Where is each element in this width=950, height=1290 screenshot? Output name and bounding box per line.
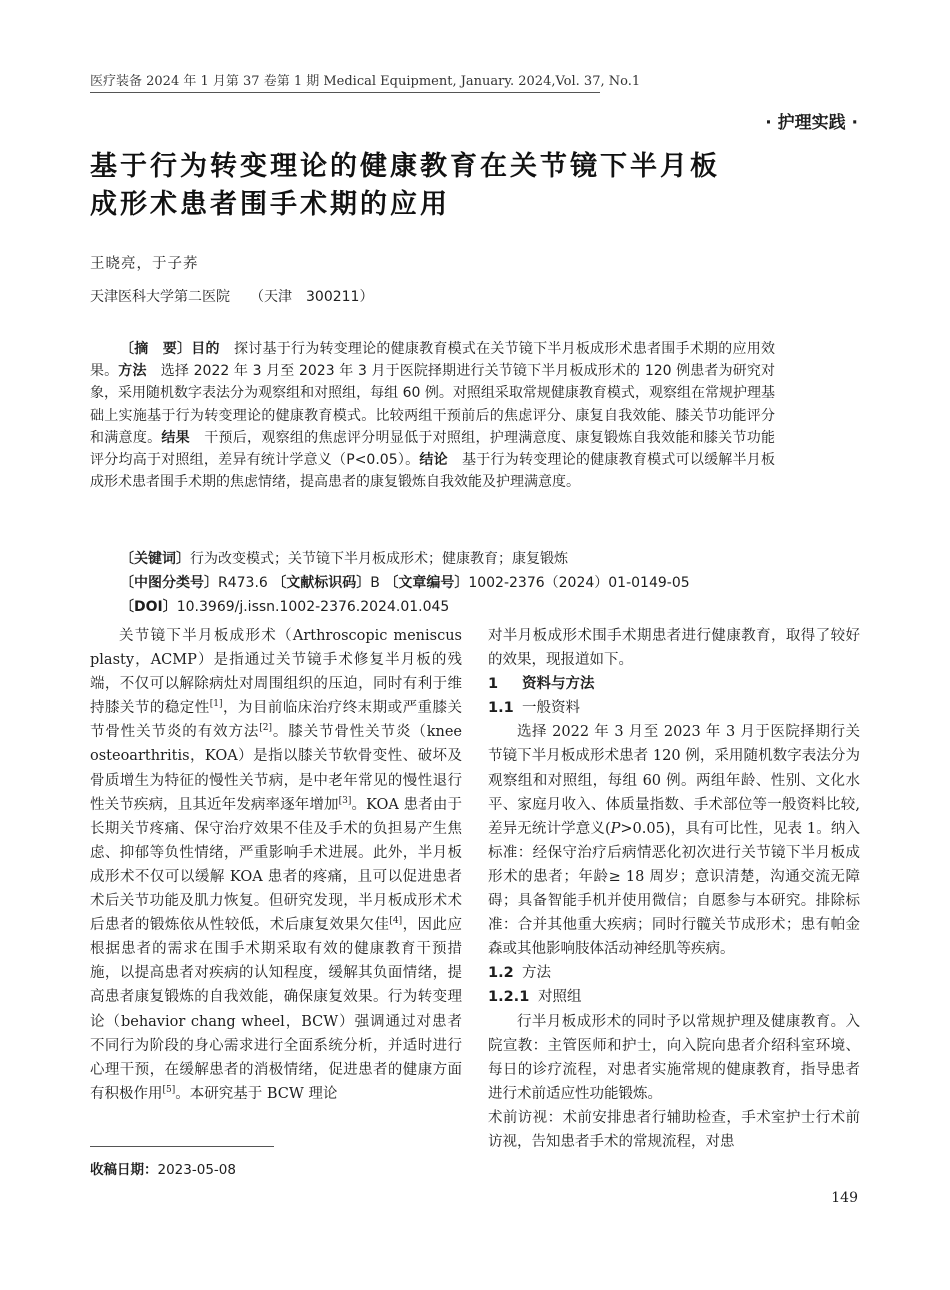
citation-ref-2: [2] — [259, 723, 272, 734]
section-1-2-number: 1.2 — [488, 965, 514, 982]
preop-visit-paragraph: 术前访视：术前安排患者行辅助检查，手术室护士行术前访视，告知患者手术的常规流程，对患 — [488, 1109, 860, 1150]
clc-text: R473.6 — [218, 575, 268, 591]
running-head: 医疗装备 2024 年 1 月第 37 卷第 1 期 Medical Equipment, January. 2024,Vol. 37, No.1 — [90, 74, 641, 89]
control-group-paragraph: 行半月板成形术的同时予以常规护理及健康教育。入院宣教：主管医师和护士，向入院向患者介绍科室环境、每日的诊疗流程，对患者实施常规的健康教育，指导患者进行术前适应性功能锻炼。 — [488, 1013, 860, 1102]
intro-text-c: 。膝关节骨性关节炎（knee osteoarthritis，KOA）是指以膝关节软骨变性、破坏及骨质增生为特征的慢性关节病，是中老年常见的慢性退行性关节疾病，且其近年发病率逐年增加 — [90, 724, 462, 813]
intro-paragraph — [90, 624, 462, 1106]
citation-ref-1: [1] — [209, 699, 223, 710]
intro-text-f: 。本研究基于 BCW 理论 — [175, 1085, 338, 1102]
citation-ref-3: [3] — [338, 795, 352, 806]
article-number-text: 1002-2376（2024）01-0149-05 — [468, 575, 690, 591]
section-1-1-heading — [488, 696, 860, 720]
doi-line — [120, 596, 780, 616]
header-rule — [90, 92, 600, 93]
method-text: 选择 2022 年 3 月至 2023 年 3 月于医院择期进行关节镜下半月板成形术的 120 例患者为研究对象，采用随机数字表法分为观察组和对照组，每组 60 例。对照组采取常规健康教育模式，观察组在常规护理基础上实施基于行为转变理论的健康教育模式。比较两组干预前后的焦虑评分、康复自我效能、膝关节功能评分和满意度。 — [90, 363, 776, 446]
section-1-2-1-heading — [488, 985, 860, 1009]
p-value-symbol: P — [610, 820, 621, 837]
objective-text: 探讨基于行为转变理论的健康教育模式在关节镜下半月板成形术患者围手术期的应用效果。 — [90, 341, 776, 380]
received-date: 2023-05-08 — [157, 1162, 236, 1178]
affiliation-name: 天津医科大学第二医院 — [90, 289, 230, 305]
abstract-label: 〔摘 要〕 — [120, 341, 192, 357]
doi-label: 〔DOI〕 — [120, 599, 177, 615]
abstract-paragraph — [90, 338, 775, 493]
intro-text-d: 。KOA 患者由于长期关节疼痛、保守治疗效果不佳及手术的负担易产生焦虑、抑郁等负性情绪，严重影响手术进展。此外，半月板成形术不仅可以缓解 KOA 患者的疼痛，且可以促进患者术后关节功能及肌力恢复。但研究发现，半月板成形术术后患者的锻炼依从性较低，术后康复效果欠佳 — [90, 796, 462, 934]
result-label: 结果 — [161, 429, 190, 446]
affiliation-city: （天津 300211） — [250, 289, 374, 305]
article-number-label: 〔文章编号〕 — [384, 575, 469, 591]
article-title — [90, 148, 790, 224]
general-data-text-a: 选择 2022 年 3 月至 2023 年 3 月于医院择期行关节镜下半月板成形术患者 120 例，采用随机数字表法分为观察组和对照组，每组 60 例。两组年龄、性别、文化水平、家庭月收入、体质量指数、手术部位等一般资料比较,差异无统计学意义( — [488, 724, 860, 837]
body-column-right — [488, 624, 860, 1154]
result-text: 干预后，观察组的焦虑评分明显低于对照组，护理满意度、康复锻炼自我效能和膝关节功能评分均高于对照组，差异有统计学意义（P<0.05）。 — [90, 429, 776, 469]
objective-label: 目的 — [191, 341, 220, 357]
footnote-rule — [90, 1146, 274, 1147]
section-1-2-heading — [488, 961, 860, 985]
section-1-heading — [488, 672, 860, 696]
citation-ref-4: [4] — [389, 916, 403, 927]
general-data-paragraph — [488, 720, 860, 961]
received-date-note — [90, 1158, 236, 1178]
title-line-2: 成形术患者围手术期的应用 — [90, 189, 450, 220]
keywords-text: 行为改变模式；关节镜下半月板成形术；健康教育；康复锻炼 — [190, 551, 568, 567]
keywords-line — [120, 548, 780, 568]
page-number: 149 — [831, 1190, 858, 1206]
affiliation — [90, 286, 373, 306]
doc-code-text: B — [370, 575, 380, 591]
intro-text-e: ，因此应根据患者的需求在围手术期采取有效的健康教育干预措施，以提高患者对疾病的认知程度，缓解其负面情绪，提高患者康复锻炼的自我效能，确保康复效果。行为转变理论（behavior chang wheel，BCW）强调通过对患者不同行为阶段的身心需求进行全面系统分析，并适时进行心理干预，在缓解患者的消极情绪，促进患者的健康方面有积极作用 — [90, 917, 462, 1102]
intro-text-b: ，为目前临床治疗终末期或严重膝关节骨性关节炎的有效方法 — [90, 700, 462, 741]
abstract — [90, 338, 775, 493]
section-1-2-1-number: 1.2.1 — [488, 989, 530, 1006]
received-label: 收稿日期： — [90, 1162, 158, 1178]
method-label: 方法 — [118, 363, 147, 380]
section-1-2-title: 方法 — [522, 965, 551, 982]
doi-text: 10.3969/j.issn.1002-2376.2024.01.045 — [176, 599, 450, 615]
title-line-1: 基于行为转变理论的健康教育在关节镜下半月板 — [90, 151, 720, 182]
body-column-left — [90, 624, 462, 1106]
section-tag: · 护理实践 · — [765, 113, 858, 133]
conclusion-label: 结论 — [419, 452, 448, 469]
general-data-text-b: >0.05)，具有可比性，见表 1。纳入标准：经保守治疗后病情恶化初次进行关节镜下半月板成形术的患者；年龄≥ 18 周岁；意识清楚，沟通交流无障碍；具备智能手机并使用微信；自愿参与本研究。排除标准：合并其他重大疾病；同时行髋关节成形术；患有帕金森或其他影响肢体活动神经肌等疾病。 — [488, 820, 860, 958]
section-1-title: 资料与方法 — [522, 676, 595, 693]
section-1-2-1-title: 对照组 — [538, 989, 582, 1006]
keywords-label: 〔关键词〕 — [120, 551, 190, 567]
section-1-1-number: 1.1 — [488, 700, 514, 717]
citation-ref-5: [5] — [162, 1084, 176, 1095]
authors: 王晓亮，于子荞 — [90, 256, 199, 272]
clc-label: 〔中图分类号〕 — [120, 575, 218, 591]
section-1-1-title: 一般资料 — [522, 700, 580, 717]
conclusion-text: 基于行为转变理论的健康教育模式可以缓解半月板成形术患者围手术期的焦虑情绪，提高患者的康复锻炼自我效能及护理满意度。 — [90, 452, 776, 491]
intro-continuation: 对半月板成形术围手术期患者进行健康教育，取得了较好的效果，现报道如下。 — [488, 628, 860, 669]
classification-line — [120, 572, 780, 592]
intro-text-a: 关节镜下半月板成形术（Arthroscopic meniscus plasty，ACMP）是指通过关节镜手术修复半月板的残端，不仅可以解除病灶对周围组织的压迫，同时有利于维持膝关节的稳定性 — [90, 628, 462, 717]
doc-code-label: 〔文献标识码〕 — [272, 575, 371, 591]
section-1-number: 1 — [488, 676, 499, 693]
